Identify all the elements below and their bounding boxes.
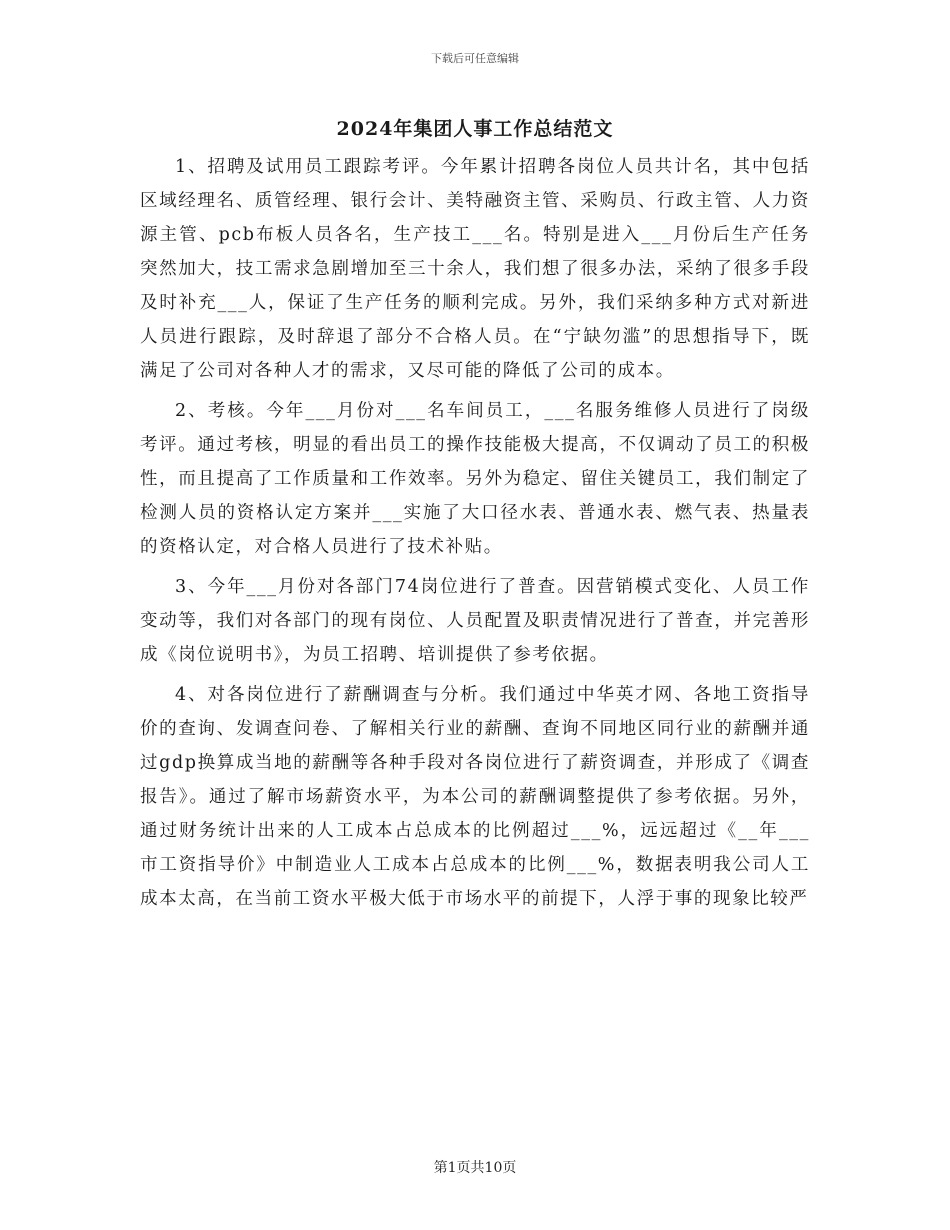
page-footer-number: 第1页共10页: [433, 1160, 517, 1176]
paragraph-recruitment: 1、招聘及试用员工跟踪考评。今年累计招聘各岗位人员共计名，其中包括区域经理名、质管经理、银行会计、美特融资主管、采购员、行政主管、人力资源主管、pcb布板人员各名，生产技工___名。特别是进入___月份后生产任务突然加大，技工需求急剧增加至三十余人，我们想了很多办法，采纳了很多手段及时补充___人，保证了生产任务的顺利完成。另外，我们采纳多种方式对新进人员进行跟踪，及时辞退了部分不合格人员。在“宁缺勿滥”的思想指导下，既满足了公司对各种人才的需求，又尽可能的降低了公司的成本。: [140, 157, 810, 381]
paragraph-salary-survey: 4、对各岗位进行了薪酬调查与分析。我们通过中华英才网、各地工资指导价的查询、发调查问卷、了解相关行业的薪酬、查询不同地区同行业的薪酬并通过gdp换算成当地的薪酬等各种手段对各岗位进行了薪资调查，并形成了《调查报告》。通过了解市场薪资水平，为本公司的薪酬调整提供了参考依据。另外，通过财务统计出来的人工成本占总成本的比例超过___%，远远超过《__年___市工资指导价》中制造业人工成本占总成本的比例___%，数据表明我公司人工成本太高，在当前工资水平极大低于市场水平的前提下，人浮于事的现象比较严: [140, 685, 810, 909]
document-body: [140, 150, 810, 922]
paragraph-assessment: 2、考核。今年___月份对___名车间员工，___名服务维修人员进行了岗级考评。通过考核，明显的看出员工的操作技能极大提高，不仅调动了员工的积极性，而且提高了工作质量和工作效率。另外为稳定、留住关键员工，我们制定了检测人员的资格认定方案并___实施了大口径水表、普通水表、燃气表、热量表的资格认定，对合格人员进行了技术补贴。: [140, 401, 810, 557]
page-header-note: 下载后可任意编辑: [431, 52, 519, 65]
paragraph-position-survey: 3、今年___月份对各部门74岗位进行了普查。因营销模式变化、人员工作变动等，我们对各部门的现有岗位、人员配置及职责情况进行了普查，并完善形成《岗位说明书》，为员工招聘、培训提供了参考依据。: [140, 577, 810, 665]
document-title: 2024年集团人事工作总结范文: [336, 118, 614, 140]
